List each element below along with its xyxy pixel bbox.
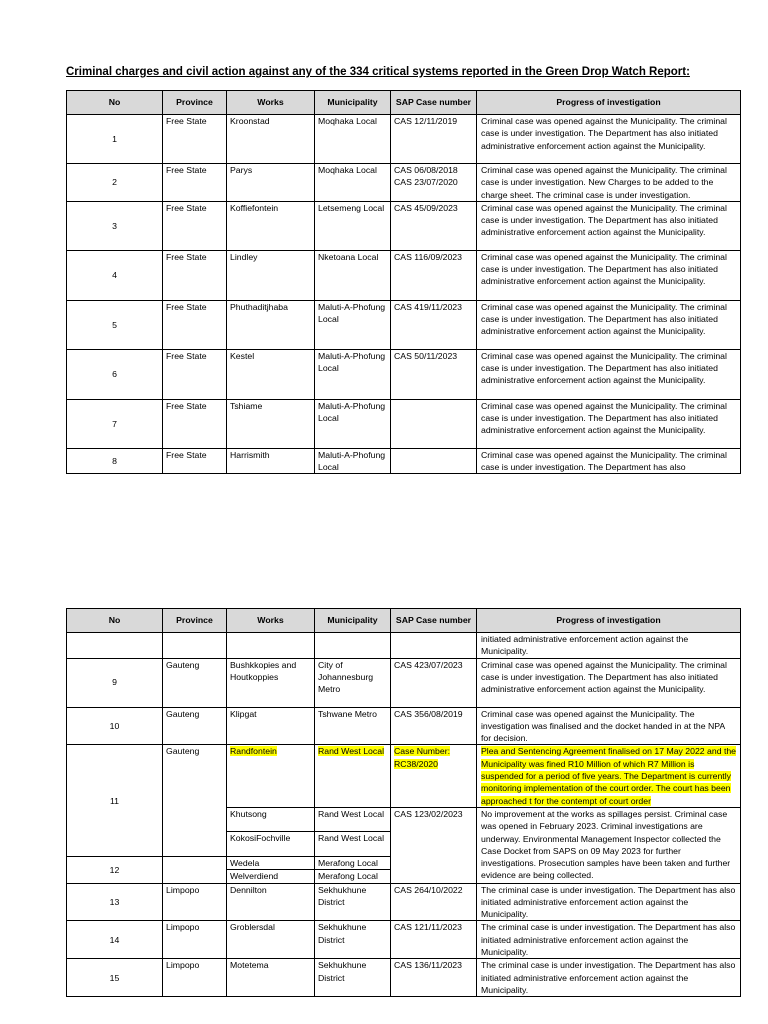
cell-works: Klipgat: [227, 707, 315, 745]
cell-case-number: CAS 136/11/2023: [391, 959, 477, 997]
cell-progress: The criminal case is under investigation. The Department has also initiated administrative enforcement action against the Municipality.: [477, 959, 741, 997]
cell-no: 4: [67, 250, 163, 300]
table-row: [67, 921, 741, 959]
cell-works: Khutsong: [227, 807, 315, 831]
table-row: [67, 399, 741, 448]
table-row: [67, 959, 741, 997]
cell-province: Free State: [163, 201, 227, 250]
cell-no: 14: [67, 921, 163, 959]
cell-works: Groblersdal: [227, 921, 315, 959]
cell-case-number: CAS 423/07/2023: [391, 658, 477, 707]
table-row: [67, 658, 741, 707]
cell-works: KokosiFochville: [227, 831, 315, 856]
cell-works: [227, 745, 315, 807]
cell-case-number: [391, 633, 477, 659]
table-row: [67, 349, 741, 399]
cell-no: [67, 633, 163, 659]
cell-progress: Criminal case was opened against the Municipality. The criminal case is under investigation. The Department has also: [477, 448, 741, 474]
cell-case-number: CAS 356/08/2019: [391, 707, 477, 745]
cell-progress: Criminal case was opened against the Municipality. The criminal case is under investigation. The Department has also initiated administrative enforcement action against the Municipality.: [477, 349, 741, 399]
table-header-row: [67, 91, 741, 115]
table-row: [67, 250, 741, 300]
cell-no: 6: [67, 349, 163, 399]
cases-table-1: [66, 90, 741, 474]
cell-works: [227, 633, 315, 659]
cell-municipality: [315, 633, 391, 659]
header-works: Works: [227, 91, 315, 115]
cell-province: Gauteng: [163, 707, 227, 745]
highlighted-progress: Plea and Sentencing Agreement finalised on 17 May 2022 and the Municipality was fined R10 Million of which R7 Million is suspended for a period of five years. The Department is currently monitoring implementation of the court order. The court has been approached t for the contempt of court order: [481, 746, 737, 806]
cell-progress: initiated administrative enforcement action against the Municipality.: [477, 633, 741, 659]
table-header-row: [67, 609, 741, 633]
cell-province: Free State: [163, 399, 227, 448]
cell-works: Kroonstad: [227, 115, 315, 164]
cell-progress: Criminal case was opened against the Municipality. The criminal case is under investigation. The Department has also initiated administrative enforcement action against the Municipality.: [477, 300, 741, 349]
cases-table-2: [66, 608, 741, 997]
cell-municipality: Maluti-A-Phofung Local: [315, 399, 391, 448]
cell-progress: Criminal case was opened against the Municipality. The criminal case is under investigation. The Department has also initiated administrative enforcement action against the Municipality.: [477, 658, 741, 707]
header-sap-case-number: SAP Case number: [391, 609, 477, 633]
cell-works: Bushkkopies and Houtkoppies: [227, 658, 315, 707]
cell-municipality: Nketoana Local: [315, 250, 391, 300]
cell-works: Phuthaditjhaba: [227, 300, 315, 349]
header-progress: Progress of investigation: [477, 91, 741, 115]
cell-works: Harrismith: [227, 448, 315, 474]
header-sap-case-number: SAP Case number: [391, 91, 477, 115]
cell-case-number: CAS 12/11/2019: [391, 115, 477, 164]
cell-municipality: Moqhaka Local: [315, 115, 391, 164]
cell-province: [163, 856, 227, 883]
cell-municipality: Rand West Local: [315, 807, 391, 831]
header-municipality: Municipality: [315, 609, 391, 633]
cell-case-number: CAS 123/02/2023: [391, 807, 477, 883]
header-municipality: Municipality: [315, 91, 391, 115]
cell-no: 11: [67, 745, 163, 856]
cell-province: Free State: [163, 250, 227, 300]
cell-case-number: CAS 45/09/2023: [391, 201, 477, 250]
cell-works: Kestel: [227, 349, 315, 399]
cell-no: 3: [67, 201, 163, 250]
cell-progress: Criminal case was opened against the Municipality. The criminal case is under investigation. The Department has also initiated administrative enforcement action against the Municipality.: [477, 250, 741, 300]
cell-case-number: CAS 419/11/2023: [391, 300, 477, 349]
cell-works: Welverdiend: [227, 870, 315, 883]
cell-municipality: Tshwane Metro: [315, 707, 391, 745]
cell-case-number: [391, 448, 477, 474]
table-row: [67, 164, 741, 202]
cell-province: Limpopo: [163, 921, 227, 959]
cell-municipality: Merafong Local: [315, 856, 391, 869]
cell-case-number: CAS 116/09/2023: [391, 250, 477, 300]
highlighted-municipality: Rand West Local: [318, 746, 384, 757]
cell-province: Free State: [163, 448, 227, 474]
cell-works: Tshiame: [227, 399, 315, 448]
cell-works: Parys: [227, 164, 315, 202]
cell-province: Free State: [163, 349, 227, 399]
cell-municipality: [315, 745, 391, 807]
cell-case-number: [391, 745, 477, 807]
cell-no: 8: [67, 448, 163, 474]
cell-no: 15: [67, 959, 163, 997]
table-row: [67, 745, 741, 807]
cell-case-number: CAS 50/11/2023: [391, 349, 477, 399]
cell-progress: Criminal case was opened against the Municipality. The investigation was finalised and the docket handed in at the NPA for decision.: [477, 707, 741, 745]
cell-no: 13: [67, 883, 163, 921]
highlighted-case-number: Case Number: RC38/2020: [394, 746, 451, 769]
cell-no: 5: [67, 300, 163, 349]
cell-case-number: CAS 121/11/2023: [391, 921, 477, 959]
cell-progress: No improvement at the works as spillages persist. Criminal case was opened in February 2023. Criminal investigations are underway. Environmental Management Inspector collected the Case Docket from SAPS on 09 May 2023 for further investigations. Prosecution samples have been taken and further evidence are being collected.: [477, 807, 741, 883]
cell-progress: Criminal case was opened against the Municipality. The criminal case is under investigation. The Department has also initiated administrative enforcement action against the Municipality.: [477, 399, 741, 448]
header-province: Province: [163, 609, 227, 633]
table-row: [67, 201, 741, 250]
cell-province: [163, 633, 227, 659]
cell-municipality: Maluti-A-Phofung Local: [315, 300, 391, 349]
cell-municipality: Moqhaka Local: [315, 164, 391, 202]
cell-province: Free State: [163, 164, 227, 202]
table-row: [67, 448, 741, 474]
table-row: [67, 707, 741, 745]
cell-progress: The criminal case is under investigation. The Department has also initiated administrative enforcement action against the Municipality.: [477, 921, 741, 959]
page-title: Criminal charges and civil action against any of the 334 critical systems reported in the Green Drop Watch Report:: [66, 66, 690, 78]
highlighted-works: Randfontein: [230, 746, 277, 757]
cell-works: Dennilton: [227, 883, 315, 921]
cell-province: Gauteng: [163, 658, 227, 707]
header-progress: Progress of investigation: [477, 609, 741, 633]
cell-works: Motetema: [227, 959, 315, 997]
cell-province: Gauteng: [163, 745, 227, 856]
cell-municipality: Maluti-A-Phofung Local: [315, 349, 391, 399]
cell-progress: Criminal case was opened against the Municipality. The criminal case is under investigation. The Department has also initiated administrative enforcement action against the Municipality.: [477, 115, 741, 164]
cell-province: Free State: [163, 300, 227, 349]
cell-progress: [477, 745, 741, 807]
cell-municipality: Sekhukhune District: [315, 921, 391, 959]
cell-works: Lindley: [227, 250, 315, 300]
cell-no: 7: [67, 399, 163, 448]
table-row: [67, 115, 741, 164]
cell-no: 10: [67, 707, 163, 745]
cell-province: Limpopo: [163, 959, 227, 997]
header-no: No: [67, 91, 163, 115]
cell-no: 2: [67, 164, 163, 202]
cell-municipality: Sekhukhune District: [315, 959, 391, 997]
cell-no: 9: [67, 658, 163, 707]
cell-progress: Criminal case was opened against the Municipality. The criminal case is under investigation. New Charges to be added to the charge sheet. The criminal case is under investigation.: [477, 164, 741, 202]
header-province: Province: [163, 91, 227, 115]
cell-case-number: CAS 06/08/2018 CAS 23/07/2020: [391, 164, 477, 202]
cell-progress: Criminal case was opened against the Municipality. The criminal case is under investigation. The Department has also initiated administrative enforcement action against the Municipality.: [477, 201, 741, 250]
cell-province: Free State: [163, 115, 227, 164]
cell-municipality: Sekhukhune District: [315, 883, 391, 921]
table-row: [67, 300, 741, 349]
cell-province: Limpopo: [163, 883, 227, 921]
cell-works: Wedela: [227, 856, 315, 869]
cell-case-number: [391, 399, 477, 448]
cell-municipality: Merafong Local: [315, 870, 391, 883]
cell-municipality: Rand West Local: [315, 831, 391, 856]
cell-municipality: Maluti-A-Phofung Local: [315, 448, 391, 474]
cell-no: 12: [67, 856, 163, 883]
cell-municipality: Letsemeng Local: [315, 201, 391, 250]
table-row-continuation: [67, 633, 741, 659]
cell-no: 1: [67, 115, 163, 164]
cell-works: Koffiefontein: [227, 201, 315, 250]
header-works: Works: [227, 609, 315, 633]
cell-municipality: City of Johannesburg Metro: [315, 658, 391, 707]
cell-case-number: CAS 264/10/2022: [391, 883, 477, 921]
table-row: [67, 883, 741, 921]
cell-progress: The criminal case is under investigation. The Department has also initiated administrative enforcement action against the Municipality.: [477, 883, 741, 921]
header-no: No: [67, 609, 163, 633]
